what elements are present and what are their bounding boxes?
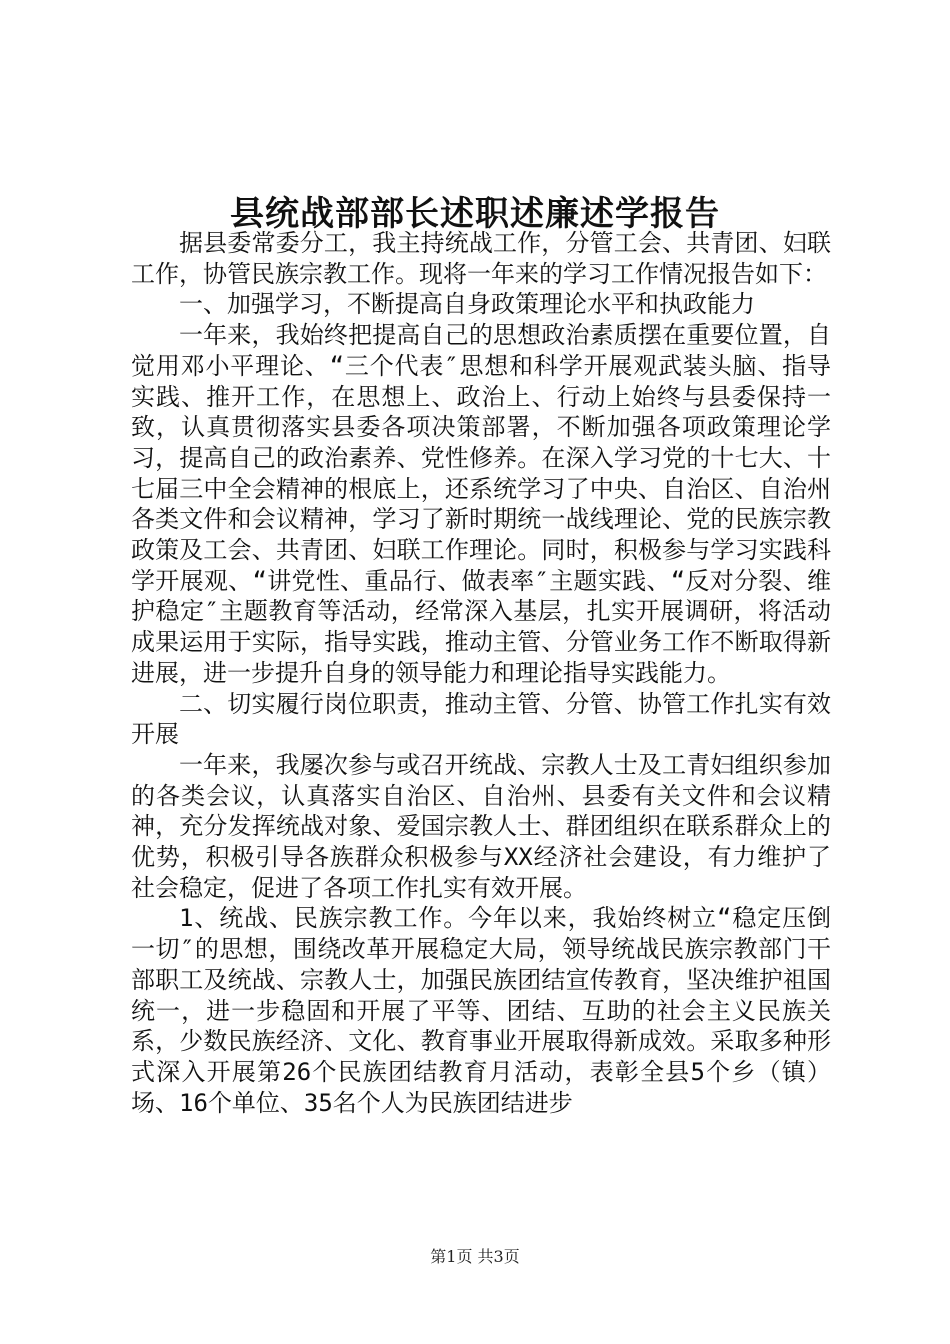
paragraph-study: 一年来，我始终把提高自己的思想政治素质摆在重要位置，自觉用邓小平理论、“三个代表″思想和科学开展观武装头脑、指导实践、推开工作，在思想上、政治上、行动上始终与县委保持一致，认真贯彻落实县委各项决策部署，不断加强各项政策理论学习，提高自己的政治素养、党性修养。在深入学习党的十七大、十七届三中全会精神的根底上，还系统学习了中央、自治区、自治州各类文件和会议精神，学习了新时期统一战线理论、党的民族宗教政策及工会、共青团、妇联工作理论。同时，积极参与学习实践科学开展观、“讲党性、重品行、做表率″主题实践、“反对分裂、维护稳定″主题教育等活动，经常深入基层，扎实开展调研，将活动成果运用于实际，指导实践，推动主管、分管业务工作不断取得新进展，进一步提升自身的领导能力和理论指导实践能力。	[131, 321, 831, 687]
paragraph-duties: 一年来，我屡次参与或召开统战、宗教人士及工青妇组织参加的各类会议，认真落实自治区、自治州、县委有关文件和会议精神，充分发挥统战对象、爱国宗教人士、群团组织在联系群众上的优势，积极引导各族群众积极参与XX经济社会建设，有力维护了社会稳定，促进了各项工作扎实有效开展。	[131, 750, 831, 902]
document-body	[131, 228, 831, 1118]
section-heading-1: 一、加强学习，不断提高自身政策理论水平和执政能力	[179, 290, 755, 319]
paragraph-united-front: 1、统战、民族宗教工作。今年以来，我始终树立“稳定压倒一切″的思想，围绕改革开展稳定大局，领导统战民族宗教部门干部职工及统战、宗教人士，加强民族团结宣传教育，坚决维护祖国统一，进一步稳固和开展了平等、团结、互助的社会主义民族关系，少数民族经济、文化、教育事业开展取得新成效。采取多种形式深入开展第26个民族团结教育月活动，表彰全县5个乡（镇）场、16个单位、35名个人为民族团结进步	[131, 904, 831, 1117]
paragraph-intro: 据县委常委分工，我主持统战工作，分管工会、共青团、妇联工作，协管民族宗教工作。现将一年来的学习工作情况报告如下：	[131, 229, 831, 288]
document-title: 县统战部部长述职述廉述学报告	[230, 194, 720, 234]
section-heading-2: 二、切实履行岗位职责，推动主管、分管、协管工作扎实有效开展	[131, 689, 831, 749]
page-number: 第1页 共3页	[430, 1247, 520, 1266]
